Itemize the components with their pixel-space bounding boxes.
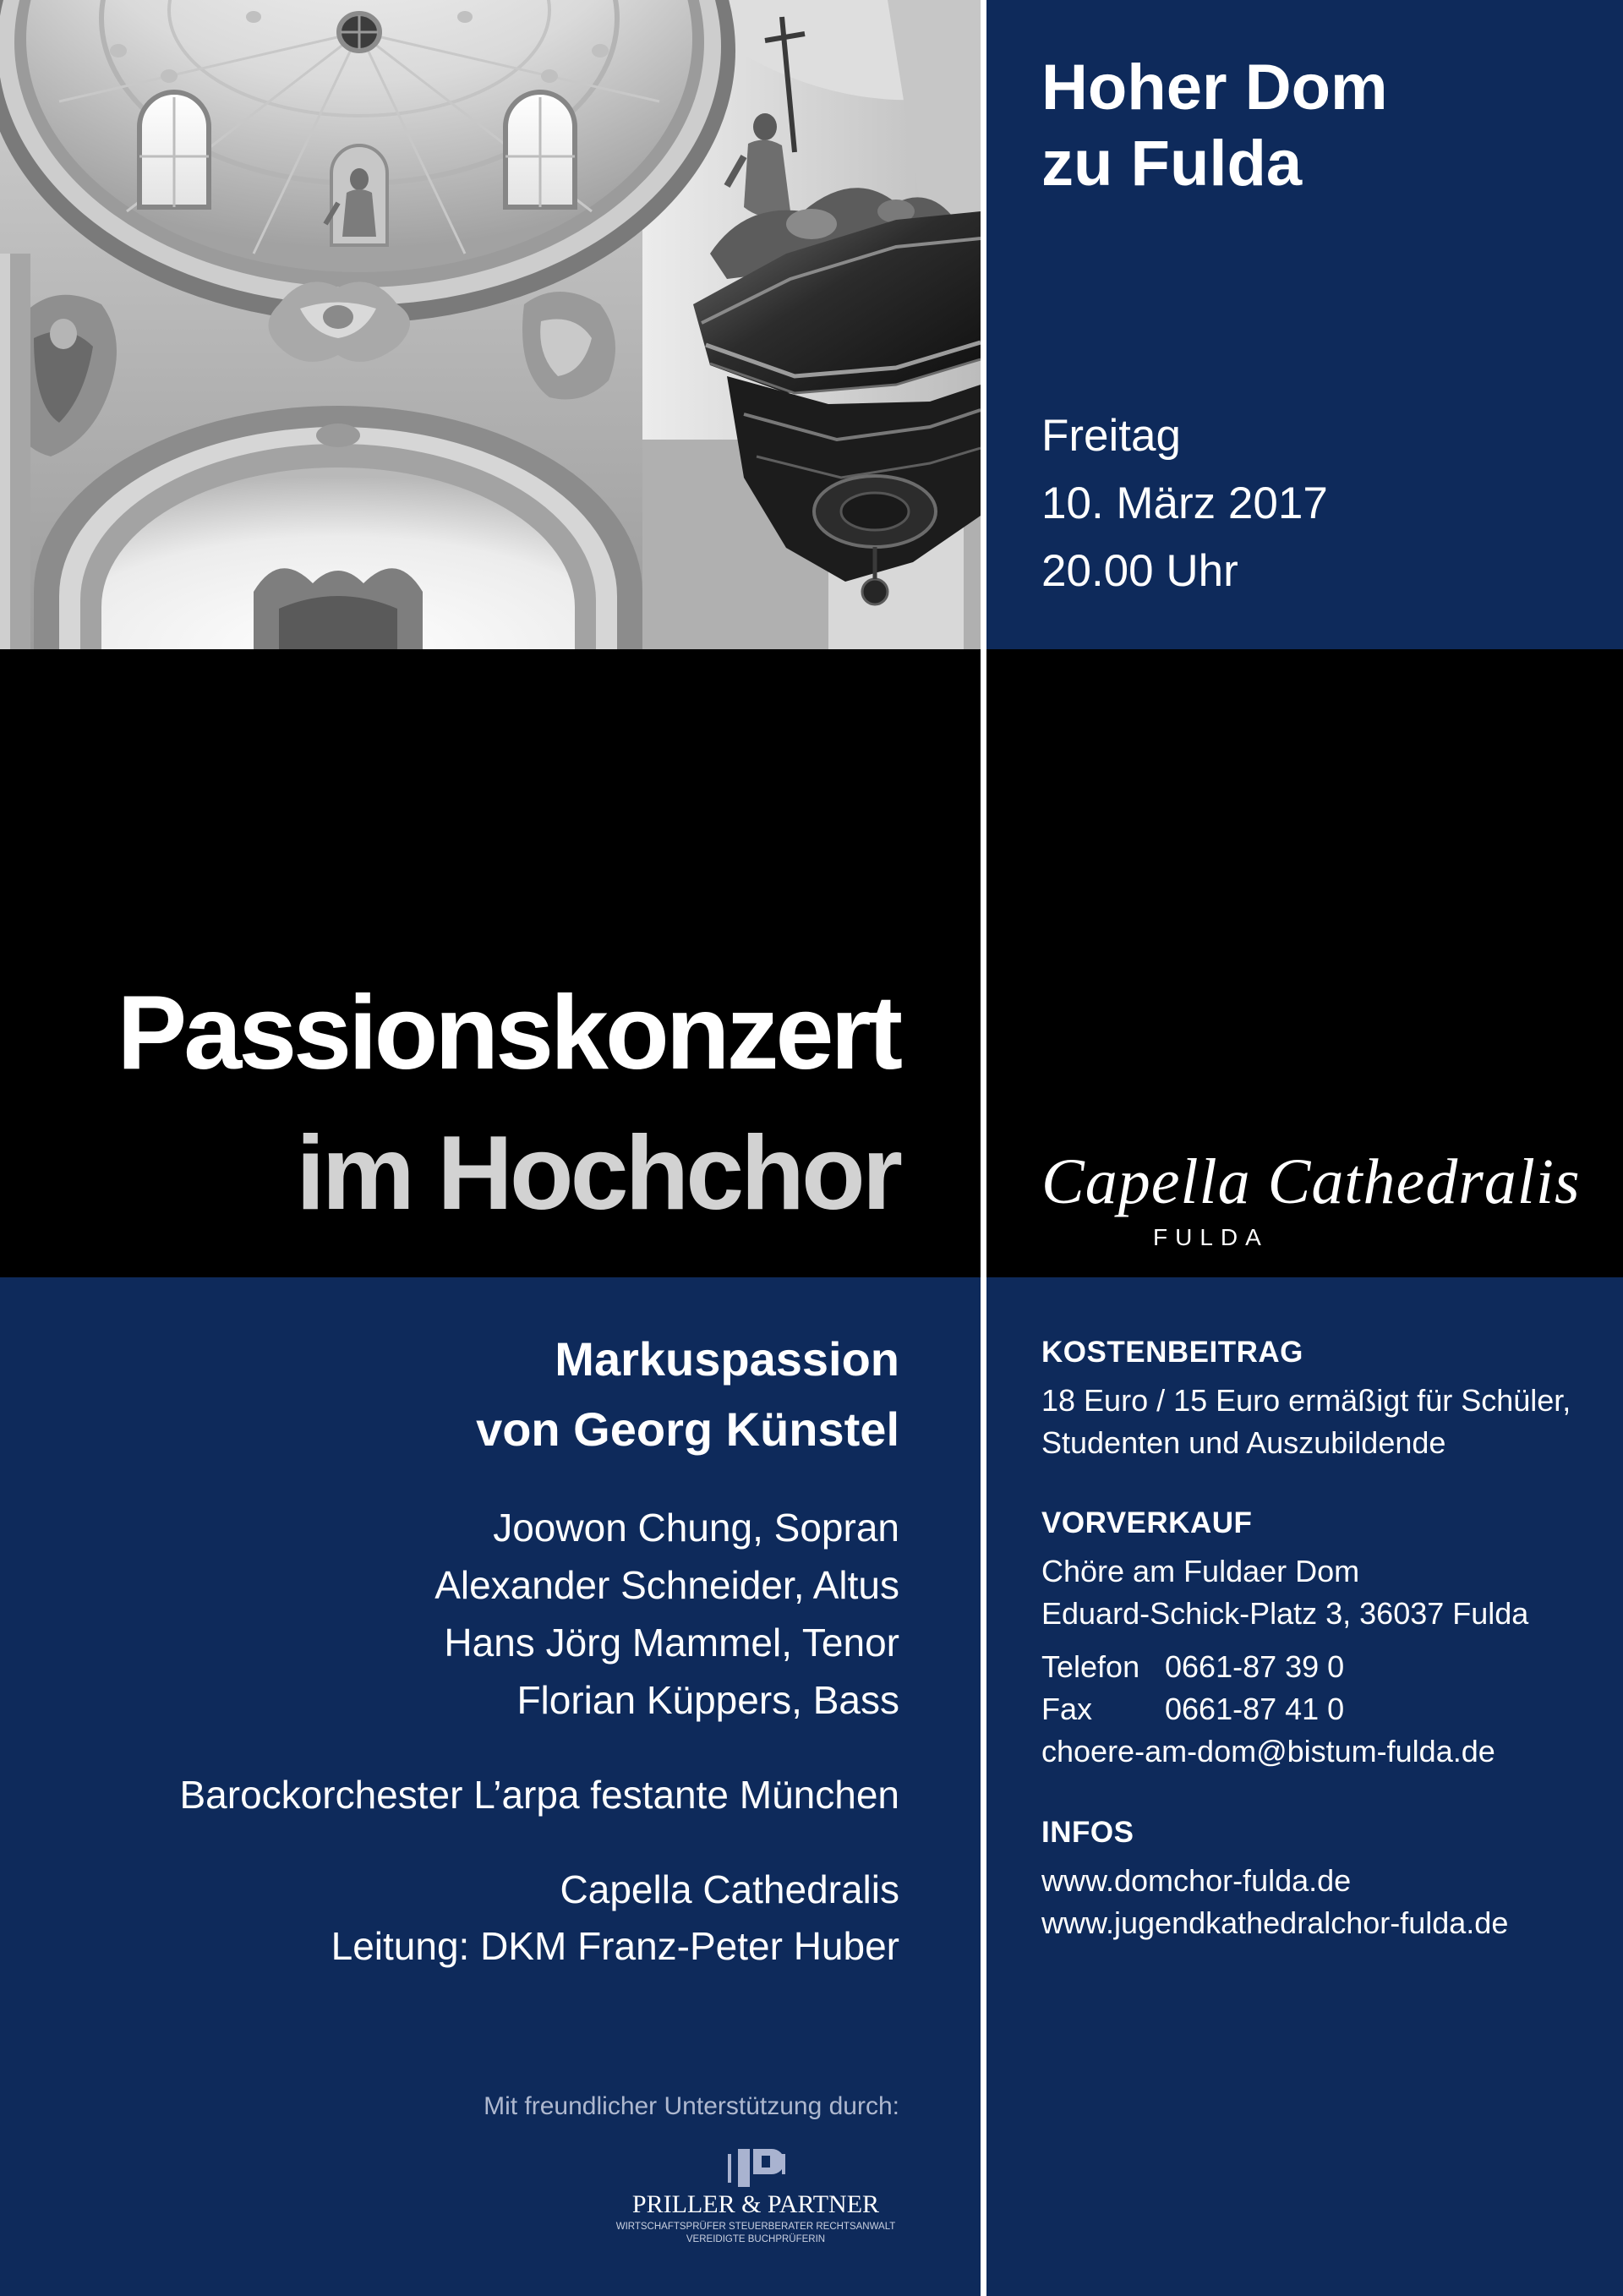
ensemble-logo-city: FULDA [1153,1224,1269,1250]
choir-name: Capella Cathedralis [560,1867,899,1911]
phone-number: 0661-87 39 0 [1165,1649,1345,1684]
sponsor-tagline: VEREIDIGTE BUCHPRÜFERIN [686,2234,826,2244]
presale-address [1041,1550,1528,1635]
presale-heading: VORVERKAUF [1041,1506,1253,1539]
website-url: www.domchor-fulda.de [1041,1863,1352,1898]
work-composer: von Georg Künstel [476,1402,899,1456]
event-time: 20.00 Uhr [1041,546,1238,596]
work-name: Markuspassion [555,1332,899,1386]
cost-heading: KOSTENBEITRAG [1041,1336,1303,1369]
orchestra: Barockorchester L’arpa festante München [179,1773,899,1817]
poster-title: Passionskonzert [117,975,899,1091]
email-address: choere-am-dom@bistum-fulda.de [1041,1734,1495,1768]
soloist-item: Joowon Chung, Sopran [493,1506,899,1550]
soloists-list [434,1499,899,1729]
soloist-item: Hans Jörg Mammel, Tenor [444,1621,899,1665]
website-url: www.jugendkathedralchor-fulda.de [1041,1905,1509,1940]
choir-and-conductor [331,1861,899,1975]
work-title [476,1324,899,1464]
cost-details [1041,1380,1571,1464]
vertical-divider [981,0,986,2296]
sponsor-intro: Mit freundlicher Unterstützung durch: [484,2092,899,2120]
venue-line: zu Fulda [1041,128,1303,200]
event-date: 10. März 2017 [1041,478,1328,528]
infos-heading: INFOS [1041,1816,1134,1849]
sponsor-logo [612,2147,899,2249]
fax-row [1041,1688,1495,1730]
phone-label: Telefon [1041,1649,1140,1684]
fax-label: Fax [1041,1692,1093,1726]
ensemble-logo-name: Capella Cathedralis [1041,1146,1581,1217]
left-pillar [0,254,30,649]
sponsor-name: PRILLER & PARTNER [631,2190,880,2218]
cathedral-interior-photo [0,0,981,649]
presale-line: Chöre am Fuldaer Dom [1041,1554,1360,1588]
sponsor-logo-icon [728,2149,788,2187]
sponsor-tagline: WIRTSCHAFTSPRÜFER STEUERBERATER RECHTSANWALT [615,2222,896,2232]
soloist-item: Alexander Schneider, Altus [434,1563,899,1607]
fax-number: 0661-87 41 0 [1165,1692,1345,1726]
poster-subtitle: im Hochchor [296,1115,899,1232]
statue-niche [325,145,387,245]
cost-line: Studenten und Auszubildende [1041,1425,1446,1460]
conductor: Leitung: DKM Franz-Peter Huber [331,1924,899,1968]
soloist-item: Florian Küppers, Bass [516,1678,899,1722]
event-weekday: Freitag [1041,411,1181,461]
venue-line: Hoher Dom [1041,52,1388,123]
phone-row [1041,1646,1495,1688]
venue-heading [1041,50,1388,202]
event-datetime [1041,402,1328,605]
presale-line: Eduard-Schick-Platz 3, 36037 Fulda [1041,1596,1529,1631]
info-links [1041,1860,1508,1944]
presale-contact [1041,1646,1495,1773]
cost-line: 18 Euro / 15 Euro ermäßigt für Schüler, [1041,1383,1571,1418]
